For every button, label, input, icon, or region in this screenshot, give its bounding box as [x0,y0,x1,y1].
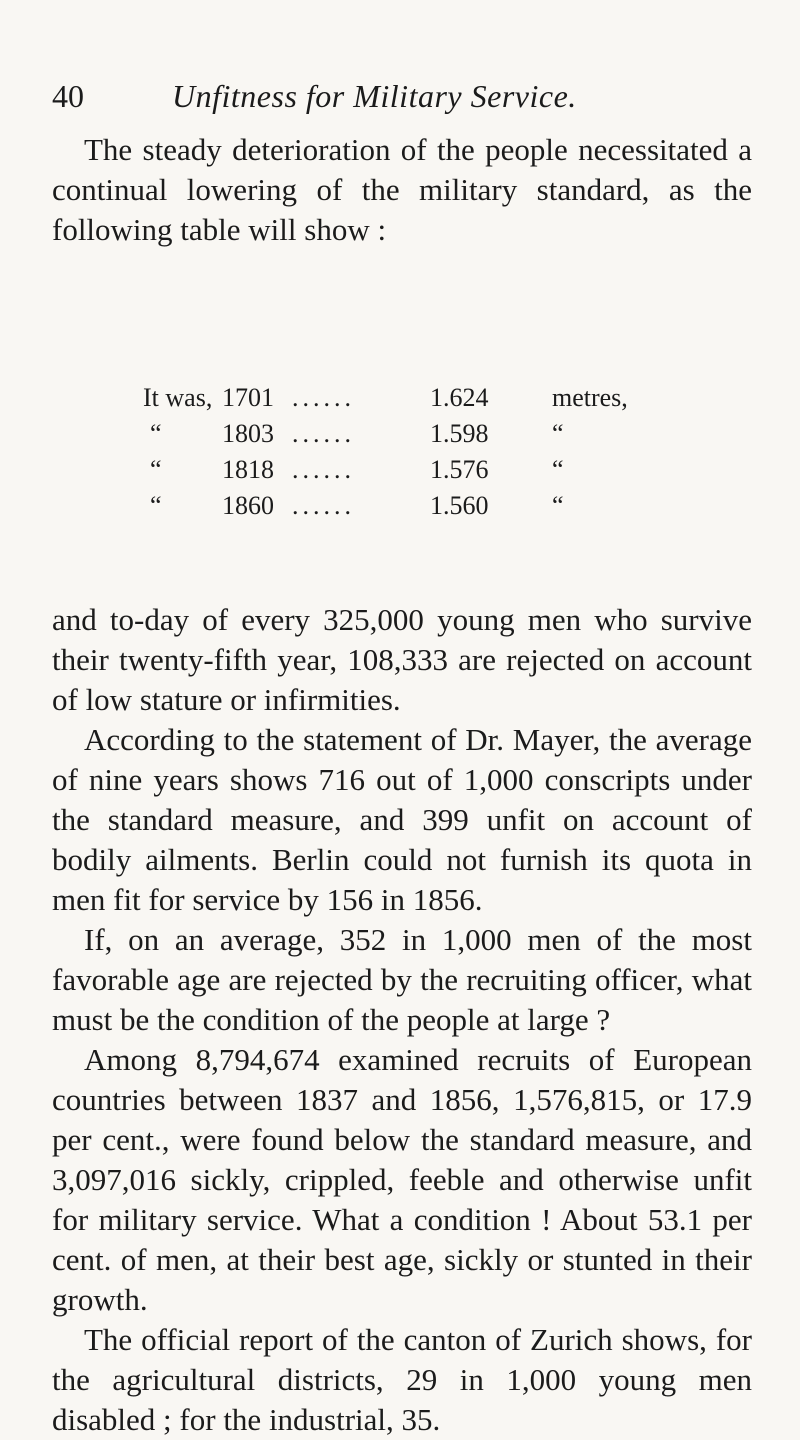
row-prefix: It was, [143,383,213,412]
row-prefix: “ [150,491,162,520]
row-unit: “ [552,455,564,484]
page-number: 40 [52,78,84,114]
row-unit: “ [552,491,564,520]
running-title: Unfitness for Military Service. [172,78,577,114]
paragraph-european-recruits: Among 8,794,674 examined recruits of European countries between 1837 and 1856, 1,576,815, or 17.9 per cent., were found below the standard measure, and 3,097,016 sickly, crippled, feeble and otherwise unfit for military service. What a condition ! About 53.1 per cent. of men, at their best age, sickly or stunted in their growth. [52,1042,752,1317]
table-row [0,380,800,416]
leader-dots: ...... [292,455,355,484]
row-year: 1860 [222,491,274,520]
paragraph-dr-mayer: According to the statement of Dr. Mayer, the average of nine years shows 716 out of 1,000 conscripts under the standard measure, and 399 unfit on account of bodily ailments. Berlin could not furnish its quota in men fit for service by 156 in 1856. [52,722,752,917]
row-height-value: 1.598 [430,419,489,448]
row-prefix: “ [150,455,162,484]
table-row [0,452,800,488]
body-text [52,600,752,1440]
table-row [0,416,800,452]
page-header [52,78,752,118]
paragraph-rejection-count: and to-day of every 325,000 young men who survive their twenty-fifth year, 108,333 are rejected on account of low stature or infirmities. [52,602,752,717]
row-year: 1701 [222,383,274,412]
paragraph-recruiting-officer: If, on an average, 352 in 1,000 men of the most favorable age are rejected by the recruiting officer, what must be the condition of the people at large ? [52,922,752,1037]
intro-paragraph: The steady deterioration of the people necessitated a continual lowering of the military standard, as the following table will show : [52,132,752,247]
row-unit: metres, [552,383,628,412]
leader-dots: ...... [292,491,355,520]
leader-dots: ...... [292,419,355,448]
row-height-value: 1.576 [430,455,489,484]
row-height-value: 1.624 [430,383,489,412]
military-standard-table [0,380,800,550]
leader-dots: ...... [292,383,355,412]
paragraph-zurich-report: The official report of the canton of Zurich shows, for the agricultural districts, 29 in 1,000 young men disabled ; for the industrial, 35. [52,1322,752,1437]
row-year: 1818 [222,455,274,484]
row-unit: “ [552,419,564,448]
table-row [0,488,800,524]
row-height-value: 1.560 [430,491,489,520]
row-year: 1803 [222,419,274,448]
row-prefix: “ [150,419,162,448]
